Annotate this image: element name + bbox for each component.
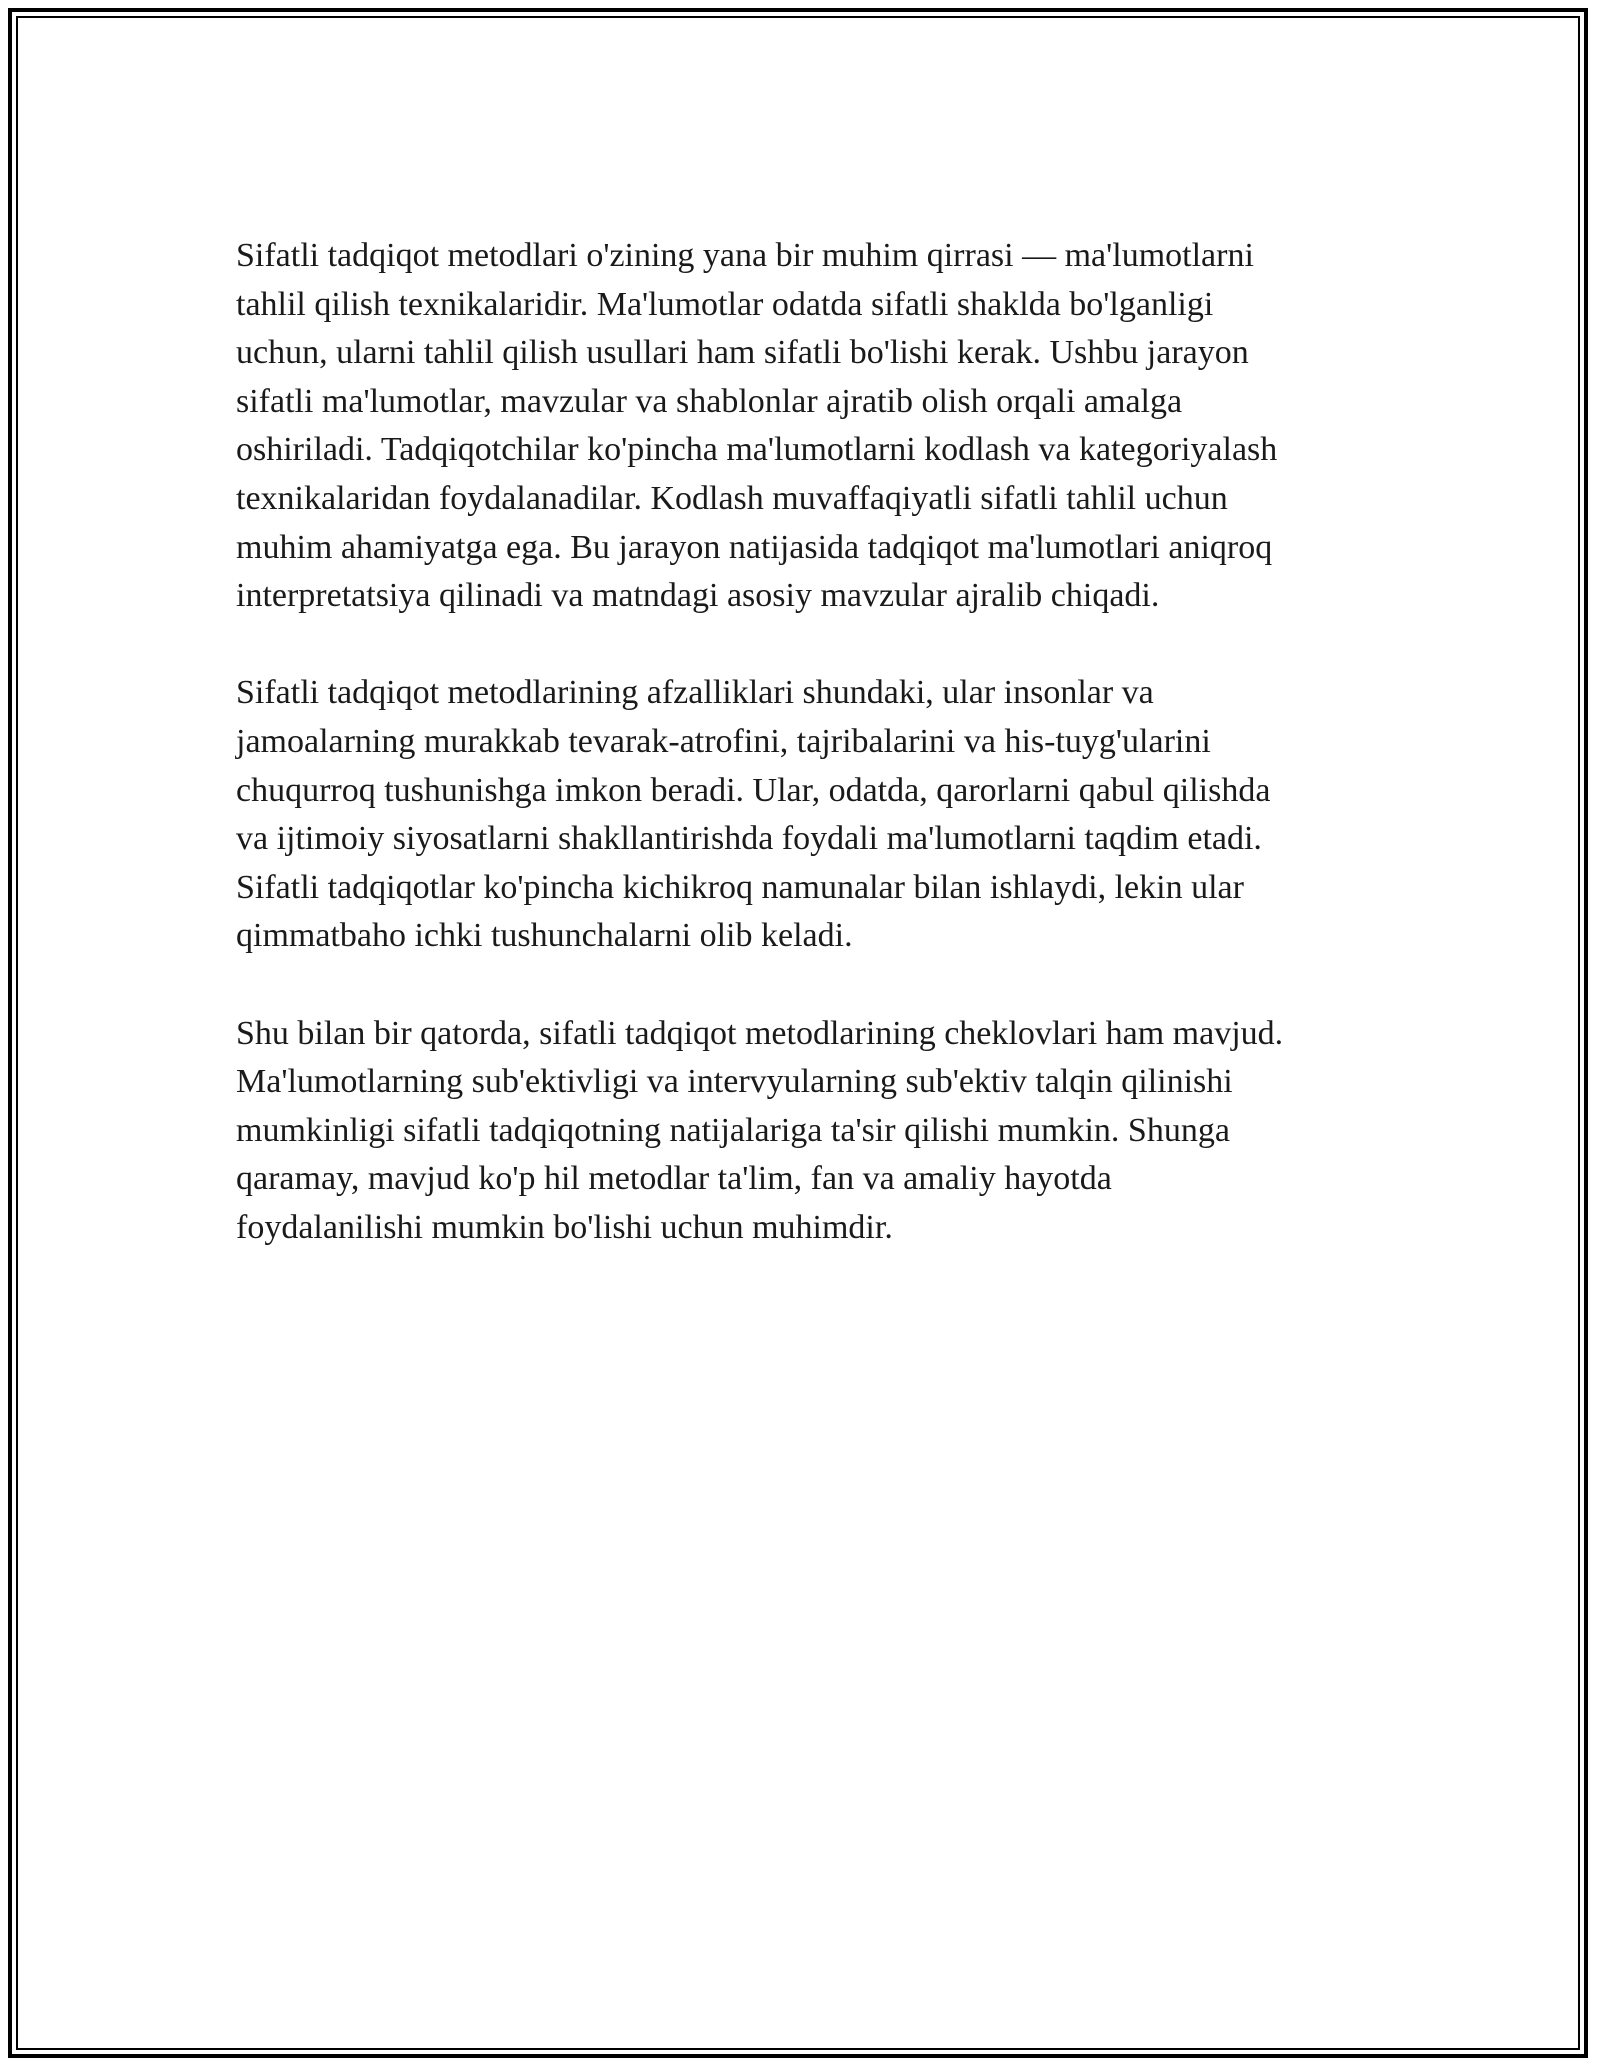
paragraph-advantages: Sifatli tadqiqot metodlarining afzalliklari shundaki, ular insonlar va jamoalarning murakkab tevarak-atrofini, tajribalarini va his-tuyg'ularini chuqurroq tushunishga imkon beradi. Ular, odatda, qarorlarni qabul qilishda va ijtimoiy siyosatlarni shakllantirishda foydali ma'lumotlarni taqdim etadi. Sifatli tadqiqotlar ko'pincha kichikroq namunalar bilan ishlaydi, lekin ular qimmatbaho ichki tushunchalarni olib keladi. (236, 674, 1271, 955)
paragraph-data-analysis: Sifatli tadqiqot metodlari o'zining yana bir muhim qirrasi — ma'lumotlarni tahlil qilish texnikalaridir. Ma'lumotlar odatda sifatli shaklda bo'lganligi uchun, ularni tahlil qilish usullari ham sifatli bo'lishi kerak. Ushbu jarayon sifatli ma'lumotlar, mavzular va shablonlar ajratib olish orqali amalga oshiriladi. Tadqiqotchilar ko'pincha ma'lumotlarni kodlash va kategoriyalash texnikalaridan foydalanadilar. Kodlash muvaffaqiyatli sifatli tahlil uchun muhim ahamiyatga ega. Bu jarayon natijasida tadqiqot ma'lumotlari aniqroq interpretatsiya qilinadi va matndagi asosiy mavzular ajralib chiqadi. (236, 237, 1278, 615)
document-body (236, 232, 1376, 1301)
paragraph-limitations: Shu bilan bir qatorda, sifatli tadqiqot metodlarining cheklovlari ham mavjud. Ma'lumotlarning sub'ektivligi va intervyularning sub'ektiv talqin qilinishi mumkinligi sifatli tadqiqotning natijalariga ta'sir qilishi mumkin. Shunga qaramay, mavjud ko'p hil metodlar ta'lim, fan va amaliy hayotda foydalanilishi mumkin bo'lishi uchun muhimdir. (236, 1014, 1284, 1246)
